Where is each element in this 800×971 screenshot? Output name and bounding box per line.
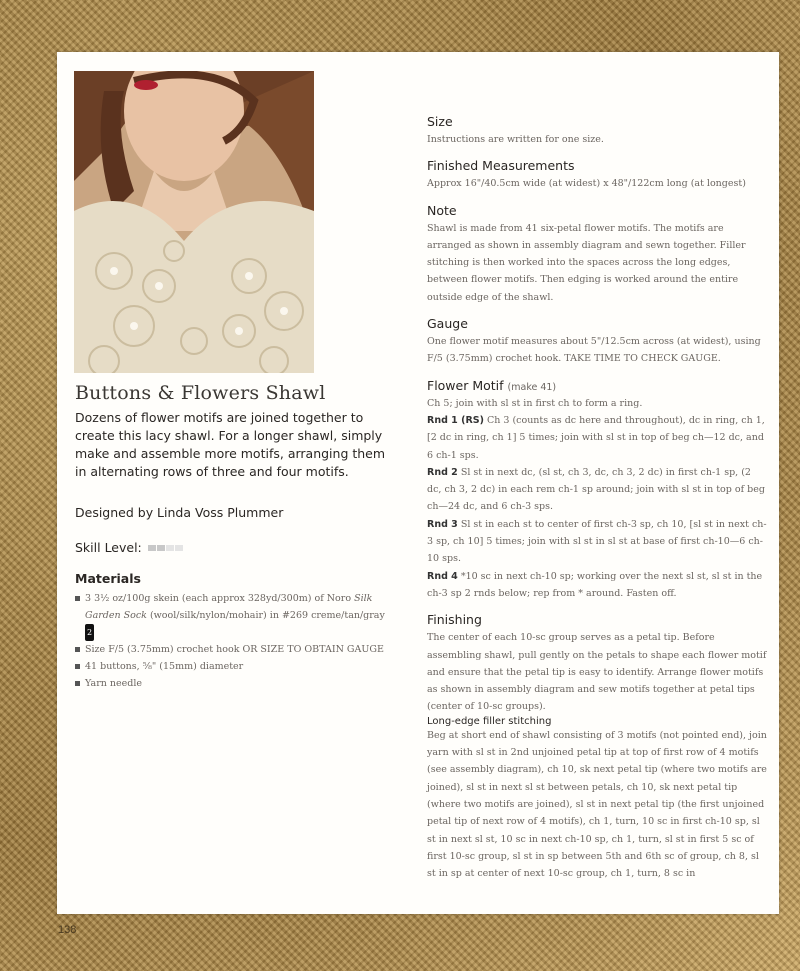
page-number: 138 xyxy=(58,924,77,936)
filler-heading: Long-edge filler stitching xyxy=(427,715,552,727)
round-2: Rnd 2 Sl st in next dc, (sl st, ch 3, dc, ch 3, 2 dc) in first ch-1 sp, (2 dc, ch 3, 2 dc) in each rem ch-1 sp around; join with sl st in top of beg ch—24 dc, and 6 ch-3 sps. xyxy=(427,466,765,513)
page xyxy=(57,52,779,914)
model-photo xyxy=(74,71,314,373)
materials-heading: Materials xyxy=(75,571,141,586)
yarn-weight-badge: 2 xyxy=(85,624,94,641)
note-text: Shawl is made from 41 six-petal flower motifs. The motifs are arranged as shown in assembly diagram and sewn together. Filler stitching is then worked into the spaces across the long edges, between flower motifs. Then edging is worked around the entire outside edge of the shawl. xyxy=(427,222,746,303)
designer-credit: Designed by Linda Voss Plummer xyxy=(75,505,284,520)
note-heading: Note xyxy=(427,202,457,218)
gauge-section xyxy=(427,316,767,368)
skill-box xyxy=(166,545,174,551)
skill-box xyxy=(148,545,156,551)
instructions-column xyxy=(427,114,767,892)
size-text: Instructions are written for one size. xyxy=(427,134,604,145)
finishing-heading: Finishing xyxy=(427,612,482,628)
finishing-section xyxy=(427,612,767,882)
finished-measurements-text: Approx 16"/40.5cm wide (at widest) x 48"/122cm long (at longest) xyxy=(427,178,746,190)
skill-label: Skill Level: xyxy=(75,540,142,555)
finished-measurements-heading: Finished Measurements xyxy=(427,158,575,174)
materials-item: Yarn needle xyxy=(75,675,395,692)
gauge-heading: Gauge xyxy=(427,316,468,332)
materials-item: Size F/5 (3.75mm) crochet hook OR SIZE TO OBTAIN GAUGE xyxy=(75,641,395,658)
finishing-text: The center of each 10-sc group serves as a petal tip. Before assembling shawl, pull gently on the petals to shape each flower motif and ensure that the petal tip is easy to identify. Arrange flower motifs as shown in assembly diagram and sew motifs together at petal tips (center of 10-sc groups). xyxy=(427,632,767,713)
round-1: Rnd 1 (RS) Ch 3 (counts as dc here and throughout), dc in ring, ch 1, [2 dc in ring, ch 1] 5 times; join with sl st in top of beg ch—12 dc, and 6 ch-1 sps. xyxy=(427,414,765,461)
pattern-title: Buttons & Flowers Shawl xyxy=(75,382,326,404)
gauge-text: One flower motif measures about 5"/12.5cm across (at widest), using F/5 (3.75mm) crochet hook. TAKE TIME TO CHECK GAUGE. xyxy=(427,336,761,365)
motif-intro: Ch 5; join with sl st in first ch to form a ring. xyxy=(427,397,643,409)
intro-text: Dozens of flower motifs are joined together to create this lacy shawl. For a longer shawl, simply make and assemble more motifs, arranging them in alternating rows of three and four motifs. xyxy=(75,410,386,479)
skill-box xyxy=(157,545,165,551)
finished-measurements-section xyxy=(427,158,767,192)
round-4: Rnd 4 *10 sc in next ch-10 sp; working over the next sl st, sl st in the ch-3 sp 2 rnds below; rep from * around. Fasten off. xyxy=(427,570,763,599)
skill-level xyxy=(75,540,395,555)
note-section xyxy=(427,203,767,306)
size-section xyxy=(427,114,767,148)
intro-column xyxy=(75,382,395,692)
materials-list xyxy=(75,590,395,692)
filler-text: Beg at short end of shawl consisting of 3 motifs (not pointed end), join yarn with sl st in 2nd unjoined petal tip at top of first row of 4 motifs (see assembly diagram), ch 10, sk next petal tip (where two motifs are joined), sl st in next sl st between petals, ch 10, sk next petal tip (where two motifs are joined), sl st in next petal tip (the first unjoined petal tip of next row of 4 motifs), ch 1, turn, 10 sc in first ch-10 sp, sl st in next sl st, 10 sc in next ch-10 sp, ch 1, turn, sl st in first 5 sc of first 10-sc group, sl st in sp between 5th and 6th sc of group, ch 8, sl st in sp at center of next 10-sc group, ch 1, turn, 8 sc in xyxy=(427,729,767,880)
skill-box xyxy=(175,545,183,551)
flower-motif-heading: Flower Motif (make 41) xyxy=(427,377,557,393)
materials-item: 41 buttons, ⅝" (15mm) diameter xyxy=(75,658,395,675)
round-3: Rnd 3 Sl st in each st to center of first ch-3 sp, ch 10, [sl st in next ch-3 sp, ch 10] 5 times; join with sl st in sl st at base of first ch-10—6 ch-10 sps. xyxy=(427,518,767,565)
shawl-photo-illustration xyxy=(74,71,314,373)
flower-motif-section xyxy=(427,378,767,603)
make-count: (make 41) xyxy=(507,381,557,393)
materials-item: 3 3½ oz/100g skein (each approx 328yd/300m) of Noro Silk Garden Sock (wool/silk/nylon/mohair) in #269 creme/tan/gray 2 xyxy=(75,590,395,641)
size-heading: Size xyxy=(427,114,453,129)
skill-level-meter xyxy=(148,545,183,551)
